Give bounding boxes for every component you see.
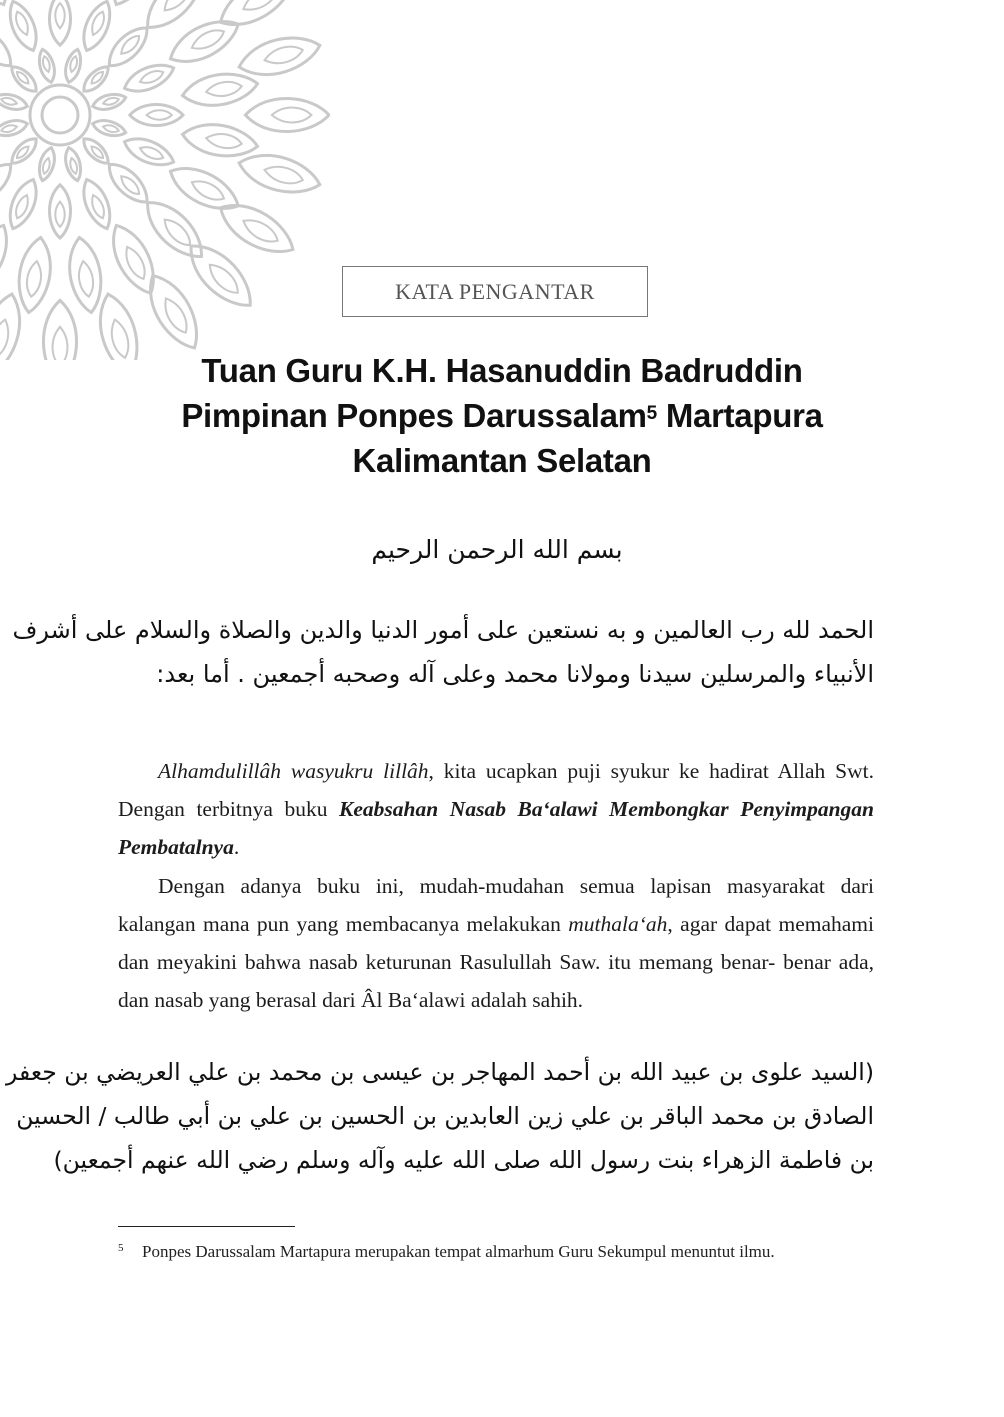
lineage-line-3: بن فاطمة الزهراء بنت رسول الله صلى الله عليه وآله وسلم رضي الله عنهم أجمعين) — [53, 1146, 874, 1174]
lineage-line-2: الصادق بن محمد الباقر بن علي زين العابدين بن الحسين بن علي بن أبي طالب / الحسين — [16, 1102, 874, 1130]
footnote-number: 5 — [118, 1242, 124, 1254]
body-text — [118, 752, 874, 1019]
title-line-2-a: Pimpinan Ponpes Darussalam — [181, 397, 647, 434]
paragraph-1-intro: Alhamdulillâh wasyukru lillâh — [158, 759, 429, 783]
arabic-opening-line-2: الأنبياء والمرسلين سيدنا ومولانا محمد وعلى آله وصحبه أجمعين . أما بعد: — [156, 660, 874, 688]
paragraph-2-italic: muthala‘ah — [568, 911, 668, 936]
paragraph-2 — [118, 867, 874, 1020]
section-label-box — [342, 266, 648, 317]
section-label: KATA PENGANTAR — [395, 278, 595, 304]
title-line-3: Kalimantan Selatan — [352, 442, 652, 479]
title-line-2-b: Martapura — [656, 397, 823, 434]
basmala: بسم الله الرحمن الرحيم — [371, 535, 623, 564]
arabic-lineage — [6, 1050, 874, 1182]
lineage-line-1: (السيد علوى بن عبيد الله بن أحمد المهاجر بن عيسى بن محمد بن علي العريضي بن جعفر — [6, 1058, 874, 1086]
book-title: Keabsahan Nasab Ba‘alawi Membongkar Penyimpangan Pembatalnya — [118, 797, 874, 860]
paragraph-1-text: , kita ucapkan puji syukur ke hadirat Allah Swt. Dengan terbitnya buku — [118, 759, 874, 822]
arabic-opening — [12, 608, 874, 696]
mandala-ornament — [0, 0, 330, 360]
footnote — [118, 1240, 874, 1264]
paragraph-2-text-1: Dengan adanya buku ini, mudah-mudahan semua lapisan masyarakat dari kalangan mana pun yang membacanya melakukan — [118, 873, 874, 936]
title-line-1: Tuan Guru K.H. Hasanuddin Badruddin — [201, 352, 803, 389]
paragraph-1-end: . — [233, 835, 240, 860]
title-line-2 — [110, 393, 894, 438]
arabic-opening-line-1: الحمد لله رب العالمين و به نستعين على أمور الدنيا والدين والصلاة والسلام على أشرف — [12, 616, 874, 644]
paragraph-2-text-2: , agar dapat memahami dan meyakini bahwa nasab keturunan Rasulullah Saw. itu memang benar- benar ada, dan nasab yang berasal dari Âl Ba‘alawi adalah sahih. — [118, 911, 874, 1013]
footnote-divider — [118, 1226, 295, 1227]
page-title — [110, 348, 894, 483]
footnote-text: Ponpes Darussalam Martapura merupakan tempat almarhum Guru Sekumpul menuntut ilmu. — [142, 1242, 775, 1261]
footnote-ref: 5 — [646, 403, 657, 424]
paragraph-1 — [118, 752, 874, 867]
